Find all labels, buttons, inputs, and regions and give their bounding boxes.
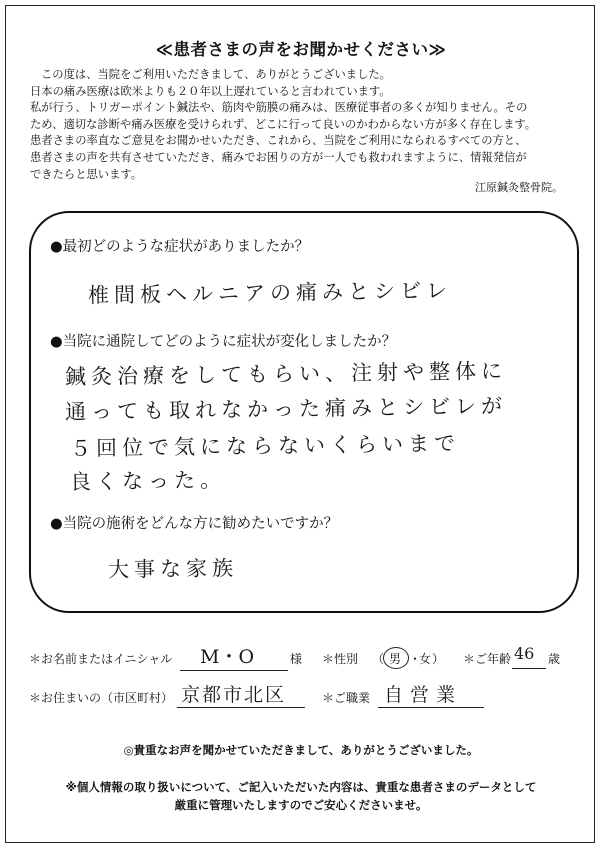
name-value[interactable]: M・O — [200, 646, 255, 668]
answer-2-line: ５回位で気にならないくらいまで — [69, 431, 461, 461]
intro-line: ため、適切な診断や痛み医療を受けられず、どこに行って良いのかわからない方が多く存在します。 — [30, 117, 537, 131]
gender-label: ＊性別 — [322, 652, 359, 666]
address-underline — [177, 707, 305, 708]
clinic-signature: 江原鍼灸整骨院。 — [475, 181, 563, 194]
answer-2-line: 良くなった。 — [69, 467, 227, 495]
answer-2-line: 鍼灸治療をしてもらい、注射や整体に — [64, 358, 508, 390]
intro-text — [30, 67, 578, 183]
question-1: ●最初どのような症状がありましたか？ — [50, 239, 310, 255]
name-label: ＊お名前またはイニシャル — [29, 652, 173, 666]
gender-male[interactable]: 男 — [389, 652, 402, 666]
age-label: ＊ご年齢 — [463, 652, 512, 666]
age-value[interactable]: 46 — [514, 644, 535, 663]
privacy-note-line: 厳重に管理いたしますのでご安心くださいませ。 — [174, 798, 428, 812]
question-2: ●当院に通院してどのように症状が変化しましたか？ — [50, 334, 397, 350]
job-label: ＊ご職業 — [322, 691, 371, 705]
intro-line: この度は、当院をご利用いただきまして、ありがとうございました。 — [41, 68, 391, 81]
privacy-note-line: ※個人情報の取り扱いについて、ご記入いただいた内容は、貴重な患者さまのデータとして — [65, 780, 537, 794]
address-value[interactable]: 京都市北区 — [181, 684, 287, 706]
job-underline — [378, 707, 484, 708]
intro-line: できたらと思います。 — [30, 167, 143, 181]
answer-3-line: 大事な家族 — [107, 556, 239, 582]
question-3: ●当院の施術をどんな方に勧めたいですか？ — [50, 516, 339, 532]
name-suffix: 様 — [290, 652, 303, 666]
age-underline — [512, 668, 546, 669]
intro-line: 私が行う、トリガーポイント鍼法や、筋肉や筋膜の痛みは、医療従事者の多くが知りません。その — [30, 101, 528, 115]
intro-line: 日本の痛み医療は欧米よりも２０年以上遅れていると言われています。 — [30, 84, 391, 98]
thanks-note: ◎貴重なお声を聞かせていただきまして、ありがとうございました。 — [123, 743, 479, 757]
intro-line: 患者さまの声を共有させていただき、痛みでお困りの方が一人でも救われますように、情報発信が — [30, 150, 527, 164]
age-suffix: 歳 — [548, 652, 561, 666]
name-underline — [180, 670, 288, 671]
answer-2-line: 通っても取れなかった痛みとシビレが — [64, 393, 508, 425]
gender-female[interactable]: 女 — [419, 652, 432, 666]
job-value[interactable]: 自営業 — [384, 684, 463, 706]
answer-1-line: 椎間板ヘルニアの痛みとシビレ — [87, 278, 453, 308]
page-title: ≪患者さまの声をお聞かせください≫ — [155, 40, 447, 59]
intro-line: 患者さまの率直なご意見をお聞かせいただき、これから、当院をご利用になられるすべての方と、 — [30, 134, 527, 148]
address-label: ＊お住まいの（市区町村） — [29, 691, 174, 705]
